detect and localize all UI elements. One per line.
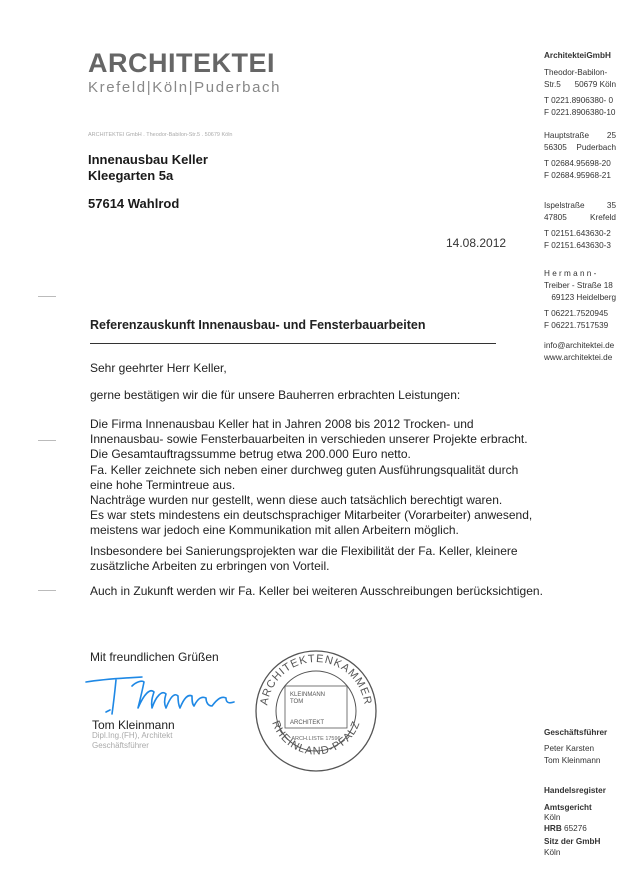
body-line: Die Firma Innenausbau Keller hat in Jahren 2008 bis 2012 Trocken- und	[90, 417, 474, 431]
sidebar-koeln-street: Theodor-Babilon-	[544, 68, 608, 77]
recipient-city: 57614 Wahlrod	[88, 196, 180, 211]
sidebar-kref-zip: 47805	[544, 213, 567, 222]
sidebar-sitz-city: Köln	[544, 847, 561, 857]
sidebar-gf-label: Geschäftsführer	[544, 728, 608, 737]
body-line: eine hohe Termintreue aus.	[90, 478, 236, 492]
stamp-ring-bottom: RHEINLAND-PFALZ	[269, 718, 363, 758]
body-line: zusätzliche Arbeiten zu erbringen von Vorteil.	[90, 559, 330, 573]
stamp-number: ARCH.LISTE 17596	[291, 736, 341, 742]
sidebar-hr-label: Handelsregister	[544, 786, 606, 795]
sidebar-contact	[544, 340, 616, 364]
fold-mark	[38, 296, 56, 297]
signer-title	[92, 731, 172, 751]
sidebar-company: ArchitekteiGmbH	[544, 51, 611, 60]
sidebar-heid-city: 69123 Heidelberg	[551, 293, 616, 302]
body-line: Nachträge wurden nur gestellt, wenn diese auch tatsächlich berechtigt waren.	[90, 493, 503, 507]
signer-name: Tom Kleinmann	[92, 718, 175, 732]
body-line: meistens war jedoch eine Kommunikation mit allen Arbeitern möglich.	[90, 523, 459, 537]
sidebar-kref-street: Ispelstraße	[544, 201, 585, 210]
svg-text:ARCHITEKTENKAMMER	[258, 653, 373, 706]
handwritten-signature	[84, 668, 254, 724]
sidebar-hrb-no: 65276	[564, 823, 587, 833]
sidebar-puder-fax: F 02684.95968-21	[544, 171, 611, 180]
letterhead-logo-name: ARCHITEKTEI	[88, 48, 275, 78]
sidebar-puder-zip: 56305	[544, 143, 567, 152]
sidebar-heid-street-2: Treiber - Straße 18	[544, 281, 613, 290]
body-line: Es war stets mindestens ein deutschsprachiger Mitarbeiter (Vorarbeiter) anwesend,	[90, 508, 533, 522]
sidebar-ag-label: Amtsgericht	[544, 802, 592, 812]
sidebar-krefeld	[544, 200, 616, 252]
sidebar-gf-2: Tom Kleinmann	[544, 756, 601, 765]
body-line: gerne bestätigen wir die für unsere Bauherren erbrachten Leistungen:	[90, 388, 461, 402]
stamp-box-name: KLEINMANN	[290, 692, 326, 698]
body-line: Insbesondere bei Sanierungsprojekten war die Flexibilität der Fa. Keller, kleinere	[90, 544, 518, 558]
subject-underline	[90, 343, 496, 344]
sidebar-puder-city: Puderbach	[576, 143, 616, 152]
sidebar-kref-fax: F 02151.643630-3	[544, 241, 611, 250]
sidebar-puder-street: Hauptstraße	[544, 131, 590, 140]
body-paragraph-4	[90, 544, 550, 574]
sidebar-koeln-fax: F 0221.8906380-10	[544, 108, 616, 117]
body-paragraph-5	[90, 584, 550, 599]
fold-mark	[38, 590, 56, 591]
sidebar-heid-street-1: H e r m a n n -	[544, 269, 597, 278]
sidebar-web-link[interactable]: www.architektei.de	[544, 353, 613, 362]
sidebar-sitz-label: Sitz der GmbH	[544, 837, 601, 846]
letterhead-logo-cities: Krefeld|Köln|Puderbach	[88, 79, 282, 96]
sidebar-puder-no: 25	[606, 131, 616, 140]
body-paragraph-3	[90, 463, 550, 538]
sidebar-puderbach	[544, 130, 616, 182]
sidebar-koeln	[544, 50, 616, 119]
stamp-box-role: ARCHITEKT	[290, 720, 325, 726]
letter-subject: Referenzauskunft Innenausbau- und Fensterbauarbeiten	[90, 318, 426, 332]
closing-greeting: Mit freundlichen Grüßen	[90, 650, 219, 664]
sidebar-koeln-str: Str.5	[544, 80, 561, 89]
recipient-street: Kleegarten 5a	[88, 168, 174, 183]
architect-chamber-stamp	[253, 648, 379, 774]
sidebar-management	[544, 727, 616, 767]
sender-return-line: ARCHITEKTEI GmbH . Theodor-Babilon-Str.5 . 50679 Köln	[88, 132, 233, 138]
salutation: Sehr geehrter Herr Keller,	[90, 361, 227, 375]
sidebar-ag-city: Köln	[544, 813, 561, 822]
sidebar-hrb-label: HRB	[544, 823, 562, 833]
body-paragraph-2	[90, 417, 550, 462]
recipient-company: Innenausbau Keller	[88, 152, 208, 167]
body-line: Die Gesamtauftragssumme betrug etwa 200.000 Euro netto.	[90, 447, 411, 461]
sidebar-register	[544, 786, 616, 858]
body-line: Innenausbau- sowie Fensterbauarbeiten in verschieden unserer Projekte erbracht.	[90, 432, 528, 446]
sidebar-koeln-city: 50679 Köln	[574, 80, 616, 89]
sidebar-gf-1: Peter Karsten	[544, 744, 595, 753]
body-line: Fa. Keller zeichnete sich neben einer durchweg guten Ausführungsqualität durch	[90, 463, 519, 477]
sidebar-heidelberg	[544, 268, 616, 332]
body-paragraph-1	[90, 388, 550, 403]
letter-date: 14.08.2012	[446, 236, 507, 250]
signer-role: Geschäftsführer	[92, 741, 149, 750]
sidebar-heid-phone: T 06221.7520945	[544, 309, 609, 318]
body-line: Auch in Zukunft werden wir Fa. Keller bei weiteren Ausschreibungen berücksichtigen.	[90, 584, 543, 598]
sidebar-koeln-phone: T 0221.8906380- 0	[544, 96, 614, 105]
signer-degree: Dipl.Ing.(FH), Architekt	[92, 731, 173, 740]
sidebar-kref-no: 35	[606, 201, 616, 210]
sidebar-kref-phone: T 02151.643630-2	[544, 229, 611, 238]
sidebar-kref-city: Krefeld	[590, 213, 616, 222]
sidebar-puder-phone: T 02684.95698-20	[544, 159, 611, 168]
sidebar-email-link[interactable]: info@architektei.de	[544, 341, 615, 350]
stamp-ring-top: ARCHITEKTENKAMMER	[258, 652, 374, 707]
punch-mark	[38, 440, 56, 441]
stamp-box-first: TOM	[290, 699, 304, 705]
sidebar-heid-fax: F 06221.7517539	[544, 321, 609, 330]
